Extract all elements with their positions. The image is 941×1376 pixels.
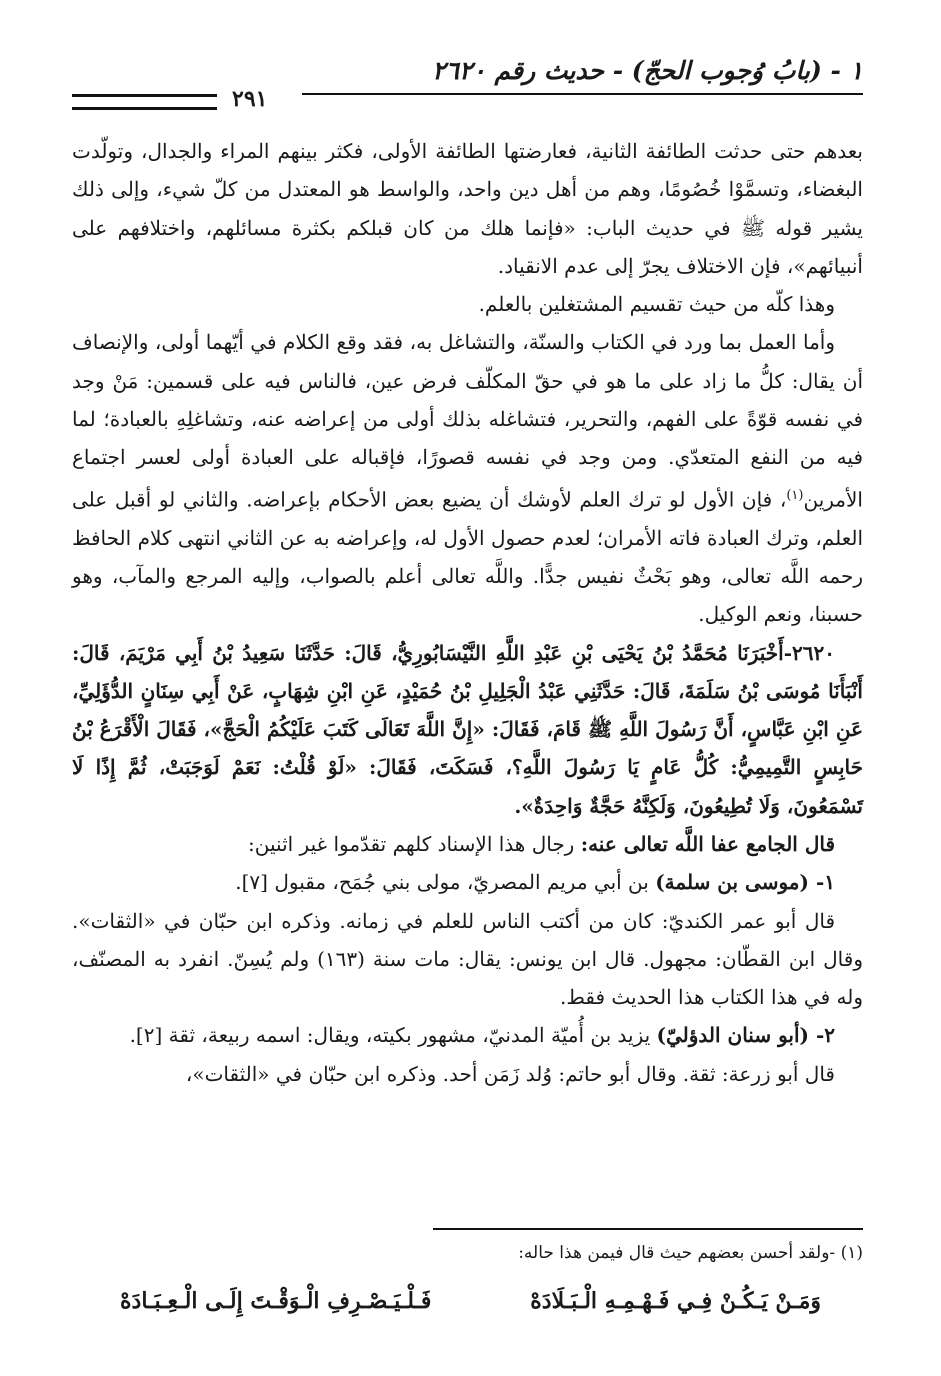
commentary-lead: قال الجامع عفا اللَّه تعالى عنه: (580, 832, 835, 856)
footnote-separator (433, 1228, 863, 1230)
commentary-intro (72, 825, 863, 863)
hadith (72, 634, 863, 825)
verse-second-hemistich: فَـلْـيَـصْـرِفِ الْـوَقْـتَ إِلَـى الْـعِـبَـادَهْ (120, 1288, 432, 1314)
hadith-number: ٢٦٢٠ (792, 640, 835, 665)
header-rule (302, 93, 863, 95)
header-double-rule (72, 94, 217, 110)
page-number: ٢٩١ (232, 86, 268, 112)
narrator-entry (72, 1016, 863, 1054)
main-text (72, 132, 863, 1093)
running-title: ١ - (بابُ وُجوب الحجّ) - حديث رقم ٢٦٢٠ (432, 56, 863, 85)
paragraph (72, 323, 863, 633)
page-header (72, 52, 863, 112)
paragraph-text: ، فإن الأول لو ترك العلم لأوشك أن يضيع بعض الأحكام بإعراضه. والثاني لو أقبل على العلم، وترك العبادة فاته الأمران؛ لعدم حصول الأول له، وإعراضه به عن الثاني انتهى كلام الحافظ رحمه اللَّه تعالى، وهو بَحْثٌ نفيس جدًّا. واللَّه تعالى أعلم بالصواب، وإليه المرجع والمآب، وهو حسبنا، ونعم الوكيل. (72, 487, 864, 627)
narrator-name: ٢- (أبو سنان الدؤليّ) (656, 1023, 835, 1048)
paragraph: وهذا كلّه من حيث تقسيم المشتغلين بالعلم. (478, 292, 835, 317)
verse-first-hemistich: وَمَـنْ يَـكُـنْ فِـي فَـهْـمِـهِ الْـبَـلَادَهْ (530, 1288, 821, 1314)
narrator-entry (72, 863, 863, 901)
footnote-verse (120, 1288, 821, 1314)
paragraph: بعدهم حتى حدثت الطائفة الثانية، فعارضتها الطائفة الأولى، فكثر بينهم المراء والجدال، وتولّدت البغضاء، وتسمَّوْا خُصُومًا، وهم من أهل دين واحد، والواسط هو المعتدل من كلّ شيء، وإلى ذلك يشير قوله ﷺ في حديث الباب: «فإنما هلك من كان قبلكم بكثرة مسائلهم، واختلافهم على أنبيائهم»، فإن الاختلاف يجرّ إلى عدم الانقياد. (72, 139, 863, 278)
narrator-notes: قال أبو زرعة: ثقة. وقال أبو حاتم: وُلد زَمَن أحد. وذكره ابن حبّان في «الثقات»، (185, 1061, 835, 1086)
narrator-description: بن أبي مريم المصريّ، مولى بني جُمَح، مقبول [٧]. (235, 870, 649, 895)
commentary-intro-text: رجال هذا الإسناد كلهم تقدّموا غير اثنين: (248, 832, 575, 856)
footnote: (١) -ولقد أحسن بعضهم حيث قال فيمن هذا حاله: (518, 1243, 863, 1263)
narrator-name: ١- (موسى بن سلمة) (655, 870, 835, 895)
paragraph-text: وأما العمل بما ورد في الكتاب والسنّة، والتشاغل به، فقد وقع الكلام في أيّهما أولى، والإنصاف أن يقال: كلُّ ما زاد على ما هو في حقّ المكلّف فرض عين، فالناس فيه على قسمين: مَنْ وجد في نفسه قوّةً على الفهم، والتحرير، فتشاغله بذلك أولى من إعراضه عنه، وتشاغلِهِ بالعبادة؛ لما فيه من النفع المتعدّي. ومن وجد في نفسه قصورًا، فإقباله على العبادة أولى لعسر اجتماع الأمرين (72, 330, 863, 512)
narrator-description: يزيد بن أُميّة المدنيّ، مشهور بكيته، ويقال: اسمه ربيعة، ثقة [٢]. (129, 1023, 651, 1048)
footnote-reference: (١) (786, 487, 804, 503)
narrator-notes: قال أبو عمر الكنديّ: كان من أكتب الناس للعلم في زمانه. وذكره ابن حبّان في «الثقات». وقال ابن القطّان: مجهول. قال ابن يونس: يقال: مات سنة (١٦٣) ولم يُسِنّ. انفرد به المصنّف، وله في هذا الكتاب هذا الحديث فقط. (72, 908, 863, 1010)
hadith-text: -أَخْبَرَنَا مُحَمَّدُ بْنُ يَحْيَى بْنِ عَبْدِ اللَّهِ النَّيْسَابُورِيُّ، قَالَ: حَدَّثَنَا سَعِيدُ بْنُ أَبِي مَرْيَمَ، قَالَ: أَنْبَأَنَا مُوسَى بْنُ سَلَمَةَ، قَالَ: حَدَّثَنِي عَبْدُ الْجَلِيلِ بْنُ حُمَيْدٍ، عَنِ ابْنِ شِهَابٍ، عَنْ أَبِي سِنَانٍ الدُّؤَلِيِّ، عَنِ ابْنِ عَبَّاسٍ، أَنَّ رَسُولَ اللَّهِ ﷺ قَامَ، فَقَالَ: «إِنَّ اللَّهَ تَعَالَى كَتَبَ عَلَيْكُمُ الْحَجَّ»، فَقَالَ الْأَقْرَعُ بْنُ حَابِسٍ التَّمِيمِيُّ: كُلُّ عَامٍ يَا رَسُولَ اللَّهِ؟، فَسَكَتَ، فَقَالَ: «لَوْ قُلْتُ: نَعَمْ لَوَجَبَتْ، ثُمَّ إِذًا لَا تَسْمَعُونَ، وَلَا تُطِيعُونَ، وَلَكِنَّهُ حَجَّةٌ وَاحِدَةٌ». (72, 640, 864, 818)
